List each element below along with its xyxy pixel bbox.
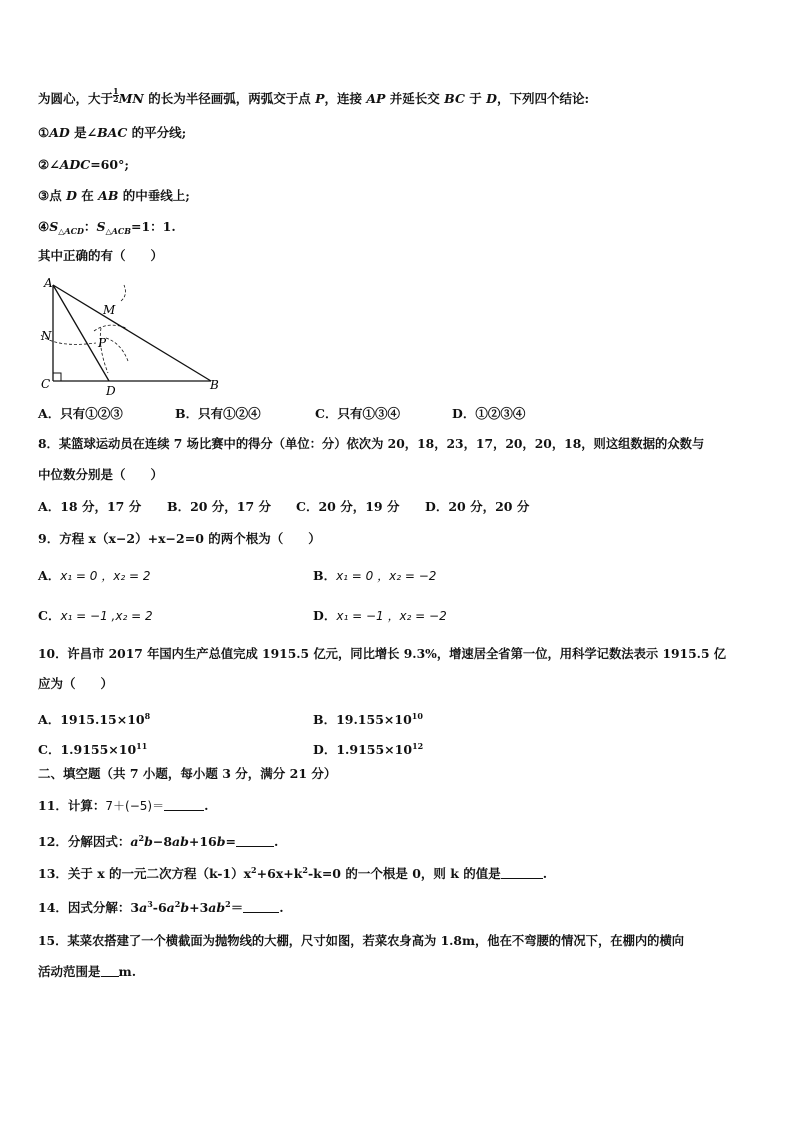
- text: S: [49, 219, 59, 234]
- text: +6x+k: [256, 866, 303, 881]
- subscript: △ACB: [105, 226, 131, 236]
- text: ADC: [59, 157, 91, 172]
- q10-option-d[interactable]: [313, 738, 423, 758]
- q14: [38, 896, 284, 916]
- fraction-numerator: 1: [113, 86, 119, 96]
- text: D: [66, 188, 77, 203]
- label-b: B: [210, 378, 219, 392]
- option-math: x₁ = −1 ,x₂ = 2: [60, 609, 153, 623]
- option-math: x₁ = 0 ，x₂ = −2: [336, 569, 437, 583]
- var: b: [180, 900, 190, 915]
- text: ＝: [230, 900, 244, 915]
- text: .: [204, 798, 209, 813]
- text: m.: [118, 964, 137, 979]
- answer-blank[interactable]: [236, 834, 274, 847]
- option-text: C．1.9155×10: [38, 742, 137, 757]
- exponent: 2: [251, 865, 257, 875]
- expression: 7＋(−5)＝: [105, 799, 165, 813]
- option-label: B．: [313, 568, 337, 583]
- point-d: D: [486, 91, 497, 106]
- option-text: A．1915.15×10: [38, 712, 145, 727]
- exponent: 2: [302, 865, 308, 875]
- text: =: [225, 834, 236, 849]
- answer-blank[interactable]: [101, 964, 119, 977]
- option-label: D．: [313, 608, 337, 623]
- text: ：: [83, 219, 97, 234]
- q11: [38, 798, 208, 814]
- text: -6: [152, 900, 167, 915]
- text: ，下列四个结论:: [496, 91, 590, 106]
- var: a: [130, 834, 139, 849]
- text: 12．分解因式：: [38, 834, 131, 849]
- text: .: [279, 900, 284, 915]
- text: 是∠: [69, 125, 98, 140]
- text: -k=0 的一个根是 0，则 k 的值是: [307, 866, 501, 881]
- q10-stem-line2: 应为（ ）: [38, 676, 114, 691]
- q7-stem-line: [38, 88, 589, 107]
- q8-option-a[interactable]: A．18 分，17 分: [38, 499, 142, 514]
- segment-bc: BC: [444, 91, 465, 106]
- var: a: [139, 900, 148, 915]
- label-d: D: [106, 384, 116, 398]
- label-n: N: [41, 329, 52, 343]
- q9-option-d[interactable]: [313, 608, 447, 624]
- exponent: 2: [225, 899, 231, 909]
- q15-stem-line2: [38, 964, 136, 980]
- q8-option-d[interactable]: D．20 分，20 分: [425, 499, 530, 514]
- answer-blank[interactable]: [164, 798, 204, 811]
- q7-option-d[interactable]: D．①②③④: [452, 406, 526, 421]
- q9-stem: 9．方程 x（x−2）+x−2=0 的两个根为（ ）: [38, 531, 321, 546]
- text: BAC: [97, 125, 128, 140]
- option-math: x₁ = 0 ，x₂ = 2: [60, 569, 151, 583]
- exponent: 10: [411, 711, 423, 721]
- section-heading-fill-in: 二、填空题（共 7 小题，每小题 3 分，满分 21 分）: [38, 766, 337, 781]
- var: ab: [208, 900, 226, 915]
- var: ab: [172, 834, 189, 849]
- q10-option-c[interactable]: [38, 738, 147, 758]
- q9-option-a[interactable]: [38, 568, 150, 584]
- var: b: [144, 834, 153, 849]
- answer-blank[interactable]: [243, 900, 279, 913]
- text: 的长为半径画弧，两弧交于点: [143, 91, 316, 106]
- text: .: [273, 834, 279, 849]
- q7-conclusion-2: [38, 157, 129, 173]
- option-text: B．19.155×10: [313, 712, 412, 727]
- text: 13．关于 x 的一元二次方程（k-1）x: [38, 866, 252, 881]
- q7-conclusion-4: [38, 219, 176, 239]
- point-p: P: [315, 91, 325, 106]
- var: a: [166, 900, 175, 915]
- q8-stem-line2: 中位数分别是（ ）: [38, 467, 164, 482]
- label-a: A: [44, 276, 53, 290]
- triangle-figure: [36, 273, 226, 398]
- text: AB: [98, 188, 119, 203]
- text: ，连接: [324, 91, 367, 106]
- text: 在: [76, 188, 99, 203]
- q7-conclusion-1: [38, 125, 186, 141]
- option-math: x₁ = −1 ，x₂ = −2: [336, 609, 447, 623]
- q13: [38, 862, 547, 882]
- text: 为圆心，大于: [38, 91, 114, 106]
- q12: [38, 830, 278, 850]
- q15-stem-line1: 15．某菜农搭建了一个横截面为抛物线的大棚，尺寸如图，若菜农身高为 1.8m，他在不弯腰的情况下，在棚内的横向: [38, 933, 685, 948]
- q7-option-b[interactable]: B．只有①②④: [175, 406, 261, 421]
- q8-option-c[interactable]: C．20 分，19 分: [296, 499, 400, 514]
- exponent: 12: [412, 741, 424, 751]
- circled-number-1: ①: [38, 125, 50, 140]
- q8-option-b[interactable]: B．20 分，17 分: [167, 499, 272, 514]
- exponent: 3: [147, 899, 153, 909]
- q7-conclusion-3: [38, 188, 190, 204]
- text: 活动范围是: [38, 964, 101, 979]
- text: +16: [188, 834, 217, 849]
- exponent: 2: [174, 899, 181, 909]
- q9-option-b[interactable]: [313, 568, 436, 584]
- option-label: C．: [38, 608, 61, 623]
- q7-option-c[interactable]: C．只有①③④: [315, 406, 400, 421]
- text: 14．因式分解：3: [38, 900, 140, 915]
- label-m: M: [103, 303, 116, 317]
- text: AD: [49, 125, 70, 140]
- label-c: C: [41, 377, 51, 391]
- segment-mn: MN: [118, 91, 144, 106]
- subscript: △ACD: [58, 226, 84, 236]
- circled-number-2: ②: [38, 157, 50, 172]
- exponent: 2: [138, 833, 145, 843]
- circled-number-3: ③: [38, 188, 50, 203]
- text: 的中垂线上;: [118, 188, 190, 203]
- text: S: [96, 219, 106, 234]
- text: 11．计算：: [38, 798, 106, 813]
- exponent: 8: [144, 711, 151, 721]
- text: ∠: [49, 157, 60, 172]
- q10-option-a[interactable]: [38, 708, 150, 728]
- text: 点: [49, 188, 67, 203]
- var: b: [216, 834, 226, 849]
- q7-option-a[interactable]: A．只有①②③: [38, 406, 123, 421]
- text: =1：1.: [130, 219, 176, 234]
- option-label: A．: [38, 568, 61, 583]
- label-p: P: [98, 336, 107, 350]
- text: 并延长交: [385, 91, 445, 106]
- text: .: [542, 866, 548, 881]
- text: −8: [152, 834, 173, 849]
- segment-ap: AP: [366, 91, 386, 106]
- fraction-denominator: 2: [113, 94, 119, 104]
- q10-option-b[interactable]: [313, 708, 423, 728]
- circled-number-4: ④: [38, 219, 50, 234]
- answer-blank[interactable]: [501, 866, 543, 879]
- text: +3: [189, 900, 209, 915]
- q9-option-c[interactable]: [38, 608, 153, 624]
- q10-stem-line1: 10．许昌市 2017 年国内生产总值完成 1915.5 亿元，同比增长 9.3%，增速居全省第一位，用科学记数法表示 1915.5 亿: [38, 646, 727, 661]
- option-text: D．1.9155×10: [313, 742, 413, 757]
- q8-stem-line1: 8．某篮球运动员在连续 7 场比赛中的得分（单位：分）依次为 20，18，23，17，20，20，18，则这组数据的众数与: [38, 436, 705, 451]
- q7-question: 其中正确的有（ ）: [38, 248, 164, 263]
- text: =60°;: [90, 157, 129, 172]
- exponent: 11: [136, 741, 148, 751]
- text: 于: [464, 91, 487, 106]
- text: 的平分线;: [127, 125, 187, 140]
